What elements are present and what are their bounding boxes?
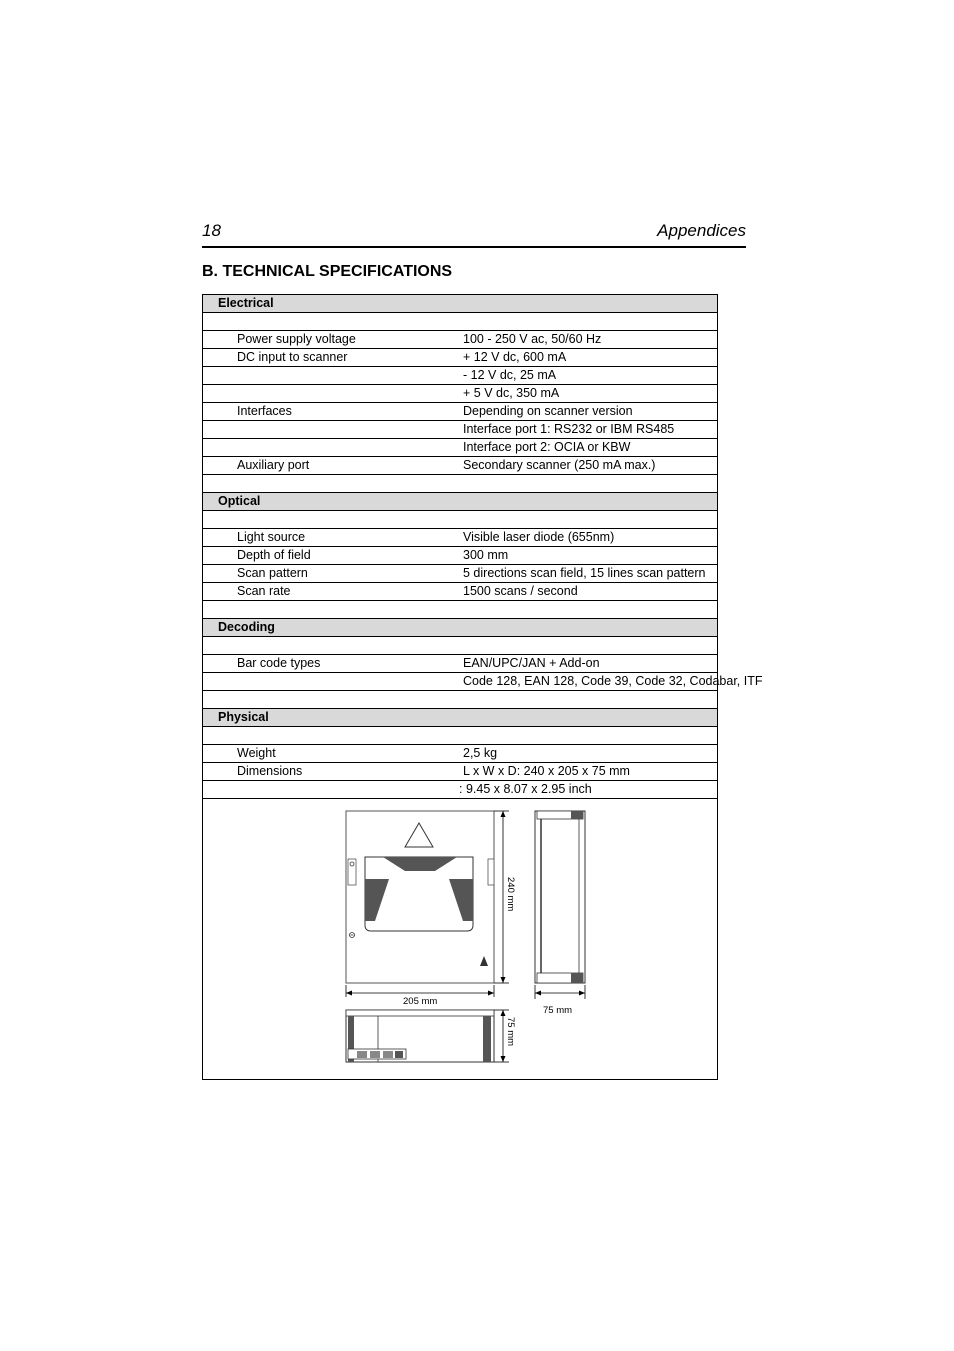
- row-value: Visible laser diode (655nm): [460, 529, 718, 547]
- page-title: B. TECHNICAL SPECIFICATIONS: [202, 263, 453, 280]
- front-view: [346, 811, 494, 983]
- row-value: L x W x D: 240 x 205 x 75 mm: [460, 763, 718, 781]
- table-row: [203, 457, 718, 475]
- section-title: Appendices: [657, 221, 746, 240]
- section-header-physical: [203, 709, 718, 727]
- row-label: DC input to scanner: [203, 349, 461, 367]
- depth-dimension-side: [535, 985, 585, 1016]
- spacer-row: [203, 601, 718, 619]
- row-value: - 12 V dc, 25 mA: [460, 367, 718, 385]
- figure-row: [203, 799, 718, 1080]
- depth-label-side: 75 mm: [543, 1005, 573, 1016]
- row-value: 5 directions scan field, 15 lines scan pattern: [460, 565, 718, 583]
- row-label: Interfaces: [203, 403, 461, 421]
- row-label: [203, 367, 461, 385]
- row-label: [203, 673, 461, 691]
- row-label: [203, 421, 461, 439]
- section-header-optical: [203, 493, 718, 511]
- table-row: [203, 421, 718, 439]
- row-value: 1500 scans / second: [460, 583, 718, 601]
- table-row: [203, 763, 718, 781]
- section-header-decoding: [203, 619, 718, 637]
- page-number: 18: [202, 221, 221, 240]
- row-label: Scan pattern: [203, 565, 461, 583]
- table-row: [203, 583, 718, 601]
- row-label: Scan rate: [203, 583, 461, 601]
- spacer-row: [203, 475, 718, 493]
- row-value: + 5 V dc, 350 mA: [460, 385, 718, 403]
- table-row: [203, 385, 718, 403]
- row-label: [203, 385, 461, 403]
- spacer-row: [203, 637, 718, 655]
- row-label: Auxiliary port: [203, 457, 461, 475]
- section-header-electrical: [203, 295, 718, 313]
- row-value: Code 128, EAN 128, Code 39, Code 32, Codabar, ITF: [460, 673, 718, 691]
- table-row: [203, 403, 718, 421]
- table-row: [203, 565, 718, 583]
- table-row: [203, 331, 718, 349]
- section-heading: Decoding: [203, 619, 718, 637]
- scanner-dimension-drawing: [343, 807, 603, 1069]
- figure-cell: [203, 799, 718, 1080]
- spacer-row: [203, 727, 718, 745]
- row-label: Power supply voltage: [203, 331, 461, 349]
- row-label: Dimensions: [203, 763, 461, 781]
- dimensions-inch: : 9.45 x 8.07 x 2.95 inch: [203, 781, 718, 799]
- row-value: 100 - 250 V ac, 50/60 Hz: [460, 331, 718, 349]
- side-view: [535, 811, 585, 983]
- row-value: Secondary scanner (250 mA max.): [460, 457, 718, 475]
- page-header: [202, 220, 746, 248]
- table-row: [203, 529, 718, 547]
- row-value: 2,5 kg: [460, 745, 718, 763]
- row-value: 300 mm: [460, 547, 718, 565]
- height-label: 240 mm: [505, 877, 516, 912]
- spacer-row: [203, 691, 718, 709]
- row-value: Interface port 1: RS232 or IBM RS485: [460, 421, 718, 439]
- spacer-row: [203, 313, 718, 331]
- depth-label-bottom: 75 mm: [505, 1017, 516, 1047]
- depth-dimension-bottom: [494, 1010, 516, 1062]
- section-heading: Optical: [203, 493, 718, 511]
- row-label: Depth of field: [203, 547, 461, 565]
- table-row: [203, 745, 718, 763]
- row-label: Weight: [203, 745, 461, 763]
- table-row: [203, 349, 718, 367]
- table-row: [203, 547, 718, 565]
- table-row: [203, 673, 718, 691]
- width-label: 205 mm: [403, 996, 438, 1007]
- spacer-row: [203, 511, 718, 529]
- row-value: + 12 V dc, 600 mA: [460, 349, 718, 367]
- table-row: [203, 781, 718, 799]
- row-label: Light source: [203, 529, 461, 547]
- section-heading: Physical: [203, 709, 718, 727]
- height-dimension: [494, 811, 516, 983]
- row-label: Bar code types: [203, 655, 461, 673]
- table-row: [203, 439, 718, 457]
- section-heading: Electrical: [203, 295, 718, 313]
- row-label: [203, 439, 461, 457]
- width-dimension: [346, 985, 494, 1007]
- spec-table: [202, 294, 763, 1080]
- table-row: [203, 655, 718, 673]
- row-value: Interface port 2: OCIA or KBW: [460, 439, 718, 457]
- row-value: Depending on scanner version: [460, 403, 718, 421]
- row-value: EAN/UPC/JAN + Add-on: [460, 655, 718, 673]
- bottom-view: [346, 1010, 494, 1062]
- table-row: [203, 367, 718, 385]
